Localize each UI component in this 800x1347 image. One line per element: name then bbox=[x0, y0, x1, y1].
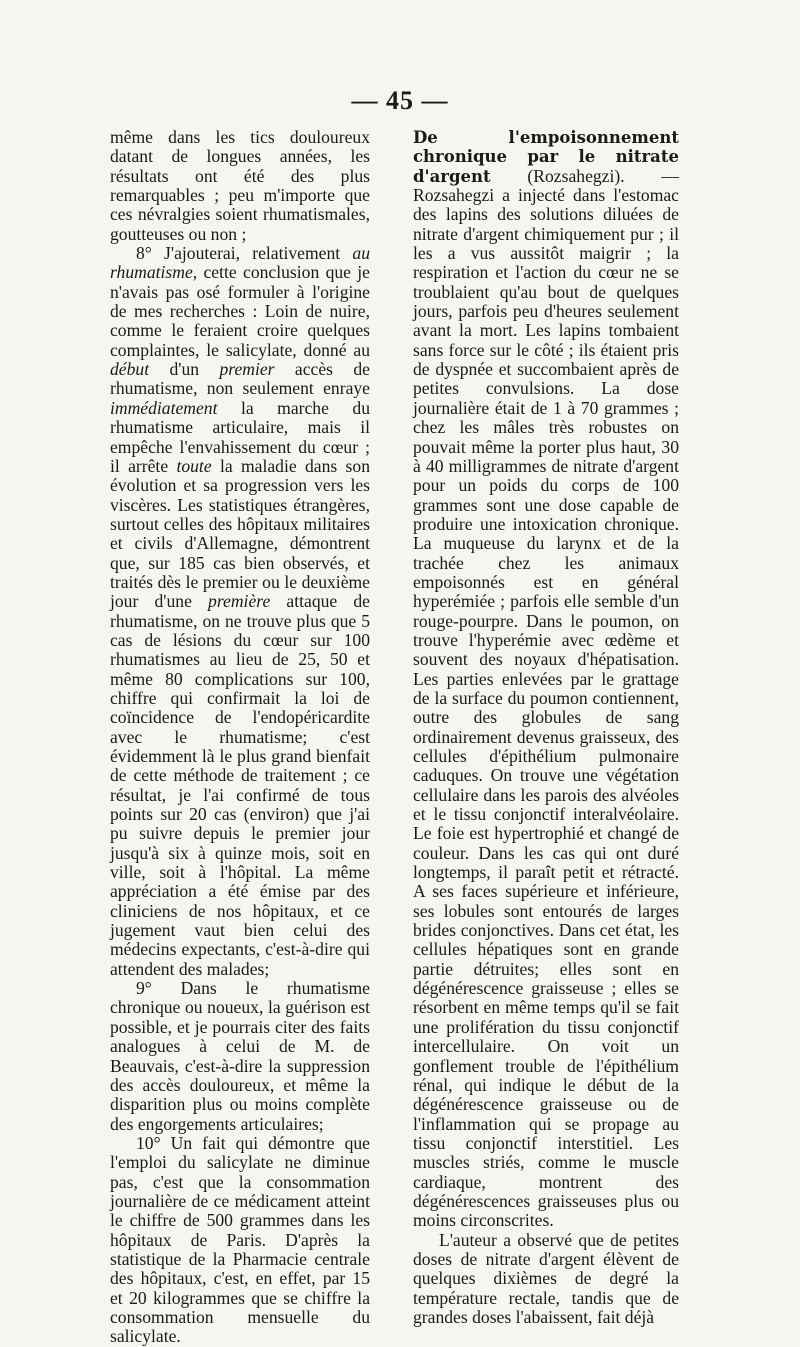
paragraph-point-9: 9° Dans le rhumatisme chronique ou noueux, la guérison est possible, et je pourrais citer des faits analogues à celui de M. de Beauvais, c'est-à-dire la suppression des accès douloureux, et même la disparition plus ou moins complète des engorgements articulaires; bbox=[110, 978, 370, 1134]
page-number: — 45 — bbox=[351, 86, 449, 115]
paragraph-point-8: 8° J'ajouterai, relativement au rhumatisme, cette conclusion que je n'avais pas osé formuler à l'origine de mes recherches : Loin de nuire, comme le feraient croire quelques complaintes, le salicylate, donné au début d'un premier accès de rhumatisme, non seulement enraye immédiatement la marche du rhumatisme articulaire, mais il empêche l'envahissement du cœur ; il arrête toute la maladie dans son évolution et sa progression vers les viscères. Les statistiques étrangères, surtout celles des hôpitaux militaires et civils d'Allemagne, démontrent que, sur 185 cas bien observés, et traités dès le premier ou le deuxième jour d'une première attaque de rhumatisme, on ne trouve plus que 5 cas de lésions du cœur sur 100 rhumatismes au lieu de 25, 50 et même 80 complications sur 100, chiffre qui confirmait la loi de coïncidence de l'endopéricardite avec le rhumatisme; c'est évidemment là le plus grand bienfait de cette méthode de traitement ; ce résultat, je l'ai confirmé de tous points sur 20 cas (environ) que j'ai pu suivre depuis le premier jour jusqu'à six à quinze mois, soit en ville, soit à l'hôpital. La même appréciation a été émise par des cliniciens de nos hôpitaux, et ce jugement vaut bien celui des médecins expectants, c'est-à-dire qui attendent des malades; bbox=[110, 243, 370, 979]
left-column bbox=[110, 128, 370, 1347]
paragraph-point-10: 10° Un fait qui démontre que l'emploi du salicylate ne diminue pas, c'est que la consommation journalière de ce médicament atteint le chiffre de 500 grammes dans les hôpitaux de Paris. D'après la statistique de la Pharmacie centrale des hôpitaux, c'est, en effet, par 15 et 20 kilogrammes que se chiffre la consommation mensuelle du salicylate. bbox=[110, 1132, 370, 1347]
right-column bbox=[413, 128, 679, 1327]
article-title: De l'empoisonnement chronique par le nitrate d'argent bbox=[413, 128, 679, 186]
article-paragraph-1: De l'empoisonnement chronique par le nitrate d'argent (Rozsahegzi). — Rozsahegzi a injecté dans l'estomac des lapins des solutions diluées de nitrate d'argent chimiquement pur ; il les a vus aussitôt maigrir ; la respiration et l'action du cœur ne se troublaient qu'au bout de quelques jours, parfois peu d'heures seulement avant la mort. Les lapins tombaient sans force sur le côté ; ils étaient pris de dyspnée et succombaient après de petites convulsions. La dose journalière était de 1 à 70 grammes ; chez les mâles très robustes on pouvait même la porter plus haut, 30 à 40 milligrammes de nitrate d'argent pour un poids du corps de 100 grammes sont une dose capable de produire une intoxication chronique. La muqueuse du larynx et de la trachée chez les animaux empoisonnés est en général hyperémiée ; parfois elle semble d'un rouge-pourpre. Dans le poumon, on trouve l'hyperémie avec œdème et souvent des noyaux d'hépatisation. Les parties enlevées par le grattage de la surface du poumon contiennent, outre des globules de sang ordinairement devenus graisseux, des cellules d'épithélium pulmonaire caduques. On trouve une végétation cellulaire dans les parois des alvéoles et le tissu conjonctif interalvéolaire. Le foie est hypertrophié et changé de couleur. Dans les cas qui ont duré longtemps, il paraît petit et rétracté. A ses faces supérieure et inférieure, ses lobules sont entourés de larges brides conjonctives. Dans cet état, les cellules hépatiques sont en grande partie détruites; elles sont en dégénérescence graisseuse ; elles se résorbent en même temps qu'il se fait une prolifération du tissu conjonctif intercellulaire. On voit un gonflement trouble de l'épithélium rénal, qui indique le début de la dégénérescence graisseuse ou de l'inflammation qui se propage au tissu conjonctif interstitiel. Les muscles striés, comme le muscle cardiaque, montrent des dégénérescences graisseuses plus ou moins circonscrites. bbox=[413, 128, 679, 1231]
article-paragraph-2: L'auteur a observé que de petites doses de nitrate d'argent élèvent de quelques dixièmes de degré la température rectale, tandis que de grandes doses l'abaissent, fait déjà bbox=[413, 1229, 679, 1327]
paragraph-tics: même dans les tics douloureux datant de longues années, les résultats ont été des plus remarquables ; peu m'importe que ces névralgies soient rhumatismales, goutteuses ou non ; bbox=[110, 127, 370, 244]
